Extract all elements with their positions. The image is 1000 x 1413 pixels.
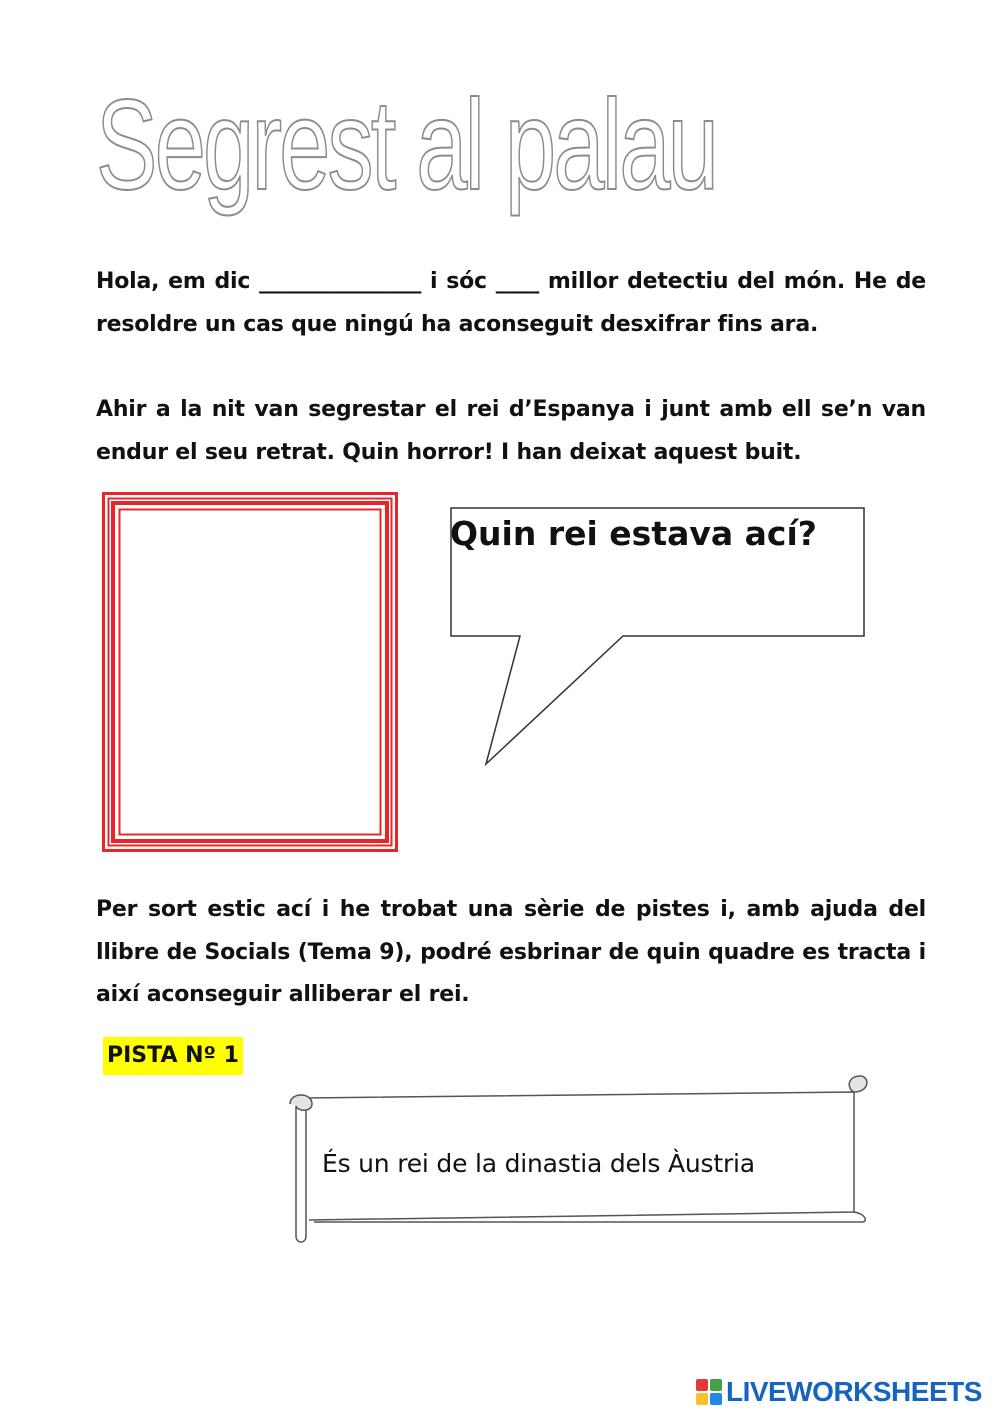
clues-paragraph: Per sort estic ací i he trobat una sèrie de pistes i, amb ajuda del llibre de Socials (Tema 9), podré esbrinar de quin quadre es tracta i així aconseguir alliberar el rei. <box>96 897 926 1007</box>
logo-square-yellow <box>696 1393 708 1405</box>
liveworksheets-logo <box>696 1376 982 1408</box>
liveworksheets-logo-icon <box>696 1379 722 1405</box>
page-title: Segrest al palau <box>96 74 716 217</box>
speech-bubble-question: Quin rei estava ací? <box>450 514 817 553</box>
logo-text: LIVEWORKSHEETS <box>726 1376 982 1407</box>
intro-paragraph: Hola, em dic _______________ i sóc ____ millor detectiu del món. He de resoldre un cas que ningú ha aconseguit desxifrar fins ara. <box>96 269 926 337</box>
logo-square-blue <box>710 1393 722 1405</box>
clue-label: PISTA Nº 1 <box>103 1037 243 1075</box>
clue-text: És un rei de la dinastia dels Àustria <box>322 1149 755 1178</box>
empty-portrait-frame-icon <box>102 492 398 852</box>
story-paragraph: Ahir a la nit van segrestar el rei d’Espanya i junt amb ell se’n van endur el seu retrat. Quin horror! I han deixat aquest buit. <box>96 397 926 465</box>
logo-square-red <box>696 1379 708 1391</box>
logo-square-green <box>710 1379 722 1391</box>
